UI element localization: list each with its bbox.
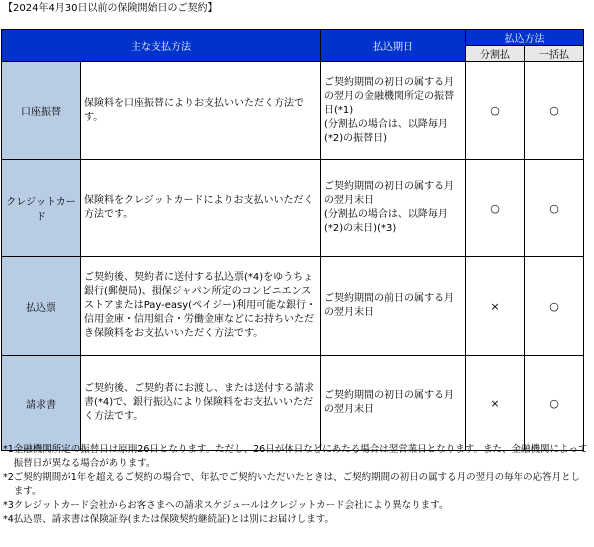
- lump-sum-column-header: 一括払: [525, 46, 584, 62]
- lump-sum-availability: ○: [525, 356, 584, 451]
- installment-availability: ○: [466, 62, 525, 160]
- lump-sum-availability: ○: [525, 62, 584, 160]
- installment-availability: ×: [466, 356, 525, 451]
- payment-type-group-header: 払込方法: [466, 30, 584, 46]
- footnote-text: ご契約期間が1年を超えるご契約の場合で、年払でご契約いただいたときは、ご契約期間の初日の属する月の翌月の毎年の応答月とします。: [13, 472, 581, 497]
- footnote-text: 払込票、請求書は保険証券(または保険契約継続証)とは別にお届けします。: [13, 514, 334, 525]
- footnote-key: *2: [3, 472, 14, 483]
- method-description: ご契約後、契約者に送付する払込票(*4)をゆうちょ銀行(郵便局)、損保ジャパン所定のコンビニエンスストアまたはPay-easy(ペイジー)利用可能な銀行・信用金庫・信用組合・労働金庫などにお持ちいただき保険料をお支払いいただく方法です。: [81, 257, 321, 356]
- installment-availability: ×: [466, 257, 525, 356]
- payment-due-date: ご契約期間の初日の属する月の翌月末日: [321, 356, 466, 451]
- installment-availability: ○: [466, 160, 525, 257]
- footnote-key: *4: [3, 514, 14, 525]
- table-row: [2, 62, 584, 160]
- method-column-header: 主な支払方法: [2, 30, 321, 62]
- lump-sum-availability: ○: [525, 257, 584, 356]
- method-description: ご契約後、ご契約者にお渡し、または送付する請求書(*4)で、銀行振込により保険料をお支払いいただく方法です。: [81, 356, 321, 451]
- payment-due-date: ご契約期間の前日の属する月の翌月末日: [321, 257, 466, 356]
- lump-sum-availability: ○: [525, 160, 584, 257]
- footnote-4: [3, 513, 589, 527]
- method-name: クレジットカード: [2, 160, 81, 257]
- method-name: 払込票: [2, 257, 81, 356]
- installment-column-header: 分割払: [466, 46, 525, 62]
- payment-due-date: ご契約期間の初日の属する月の翌月末日 (分割払の場合は、以降毎月(*2)の末日)(*3): [321, 160, 466, 257]
- table-row: [2, 356, 584, 451]
- footnotes: [3, 443, 589, 527]
- table-row: [2, 160, 584, 257]
- period-column-header: 払込期日: [321, 30, 466, 62]
- footnote-text: 金融機関所定の振替日は原則26日となります。ただし、26日が休日などにあたる場合は翌営業日となります。また、金融機関によって振替日が異なる場合があります。: [13, 444, 588, 469]
- footnote-key: *1: [3, 444, 14, 455]
- method-description: 保険料を口座振替によりお支払いいただく方法です。: [81, 62, 321, 160]
- payment-methods-table: [1, 29, 584, 451]
- footnote-3: [3, 499, 589, 513]
- method-description: 保険料をクレジットカードによりお支払いいただく方法です。: [81, 160, 321, 257]
- table-row: [2, 257, 584, 356]
- payment-due-date: ご契約期間の初日の属する月の翌月の金融機関所定の振替日(*1) (分割払の場合は、以降毎月(*2)の振替日): [321, 62, 466, 160]
- method-name: 請求書: [2, 356, 81, 451]
- footnote-2: [3, 471, 589, 499]
- page-title: 【2024年4月30日以前の保険開始日のご契約】: [3, 3, 218, 14]
- footnote-text: クレジットカード会社からお客さまへの請求スケジュールはクレジットカード会社により異なります。: [13, 500, 449, 511]
- footnote-key: *3: [3, 500, 14, 511]
- method-name: 口座振替: [2, 62, 81, 160]
- footnote-1: [3, 443, 589, 471]
